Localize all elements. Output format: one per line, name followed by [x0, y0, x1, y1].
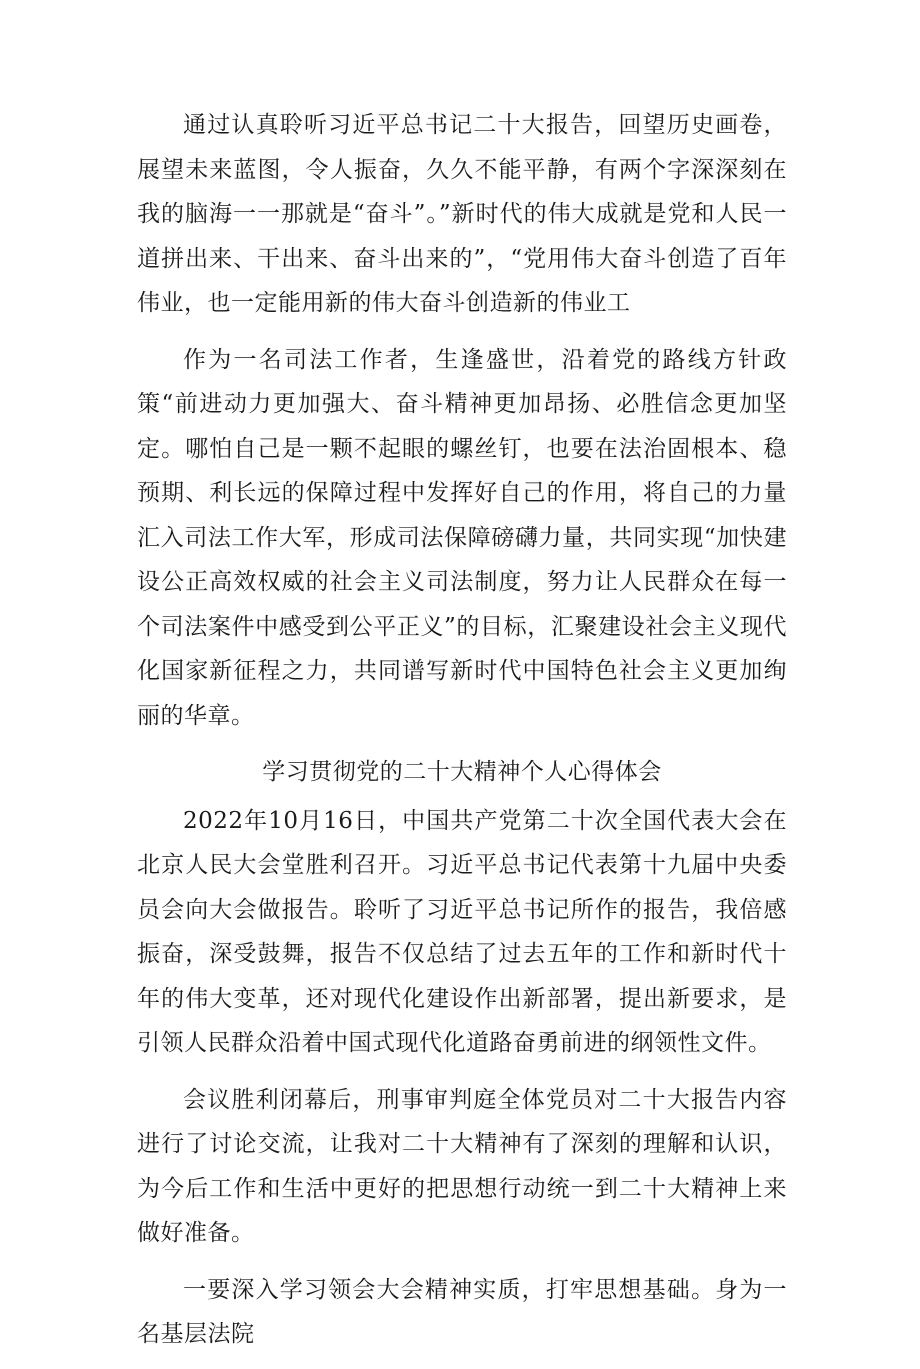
paragraph-struggle: 通过认真聆听习近平总书记二十大报告，回望历史画卷，展望未来蓝图，令人振奋，久久不能平静，有两个字深深刻在我的脑海一一那就是“奋斗”。”新时代的伟大成就是党和人民一道拼出来、干出来、奋斗出来的”，“党用伟大奋斗创造了百年伟业，也一定能用新的伟大奋斗创造新的伟业工 [137, 112, 787, 316]
paragraph-study-spirit: 一要深入学习领会大会精神实质，打牢思想基础。身为一名基层法院 [137, 1276, 787, 1347]
document-body [137, 103, 787, 1369]
paragraph-discussion: 会议胜利闭幕后，刑事审判庭全体党员对二十大报告内容进行了讨论交流，让我对二十大精神有了深刻的理解和认识，为今后工作和生活中更好的把思想行动统一到二十大精神上来做好准备。 [137, 1086, 787, 1246]
section-title: 学习贯彻党的二十大精神个人心得体会 [262, 759, 662, 785]
paragraph-congress-opening: 2022年10月16日，中国共产党第二十次全国代表大会在北京人民大会堂胜利召开。习近平总书记代表第十九届中央委员会向大会做报告。聆听了习近平总书记所作的报告，我倍感振奋，深受鼓舞，报告不仅总结了过去五年的工作和新时代十年的伟大变革，还对现代化建设作出新部署，提出新要求，是引领人民群众沿着中国式现代化道路奋勇前进的纲领性文件。 [137, 807, 787, 1056]
paragraph-judicial-worker: 作为一名司法工作者，生逢盛世，沿着党的路线方针政策“前进动力更加强大、奋斗精神更加昂扬、必胜信念更加坚定。哪怕自己是一颗不起眼的螺丝钉，也要在法治固根本、稳预期、利长远的保障过程中发挥好自己的作用，将自己的力量汇入司法工作大军，形成司法保障磅礴力量，共同实现“加快建设公正高效权威的社会主义司法制度，努力让人民群众在每一个司法案件中感受到公平正义”的目标，汇聚建设社会主义现代化国家新征程之力，共同谱写新时代中国特色社会主义更加绚丽的华章。 [137, 346, 787, 729]
